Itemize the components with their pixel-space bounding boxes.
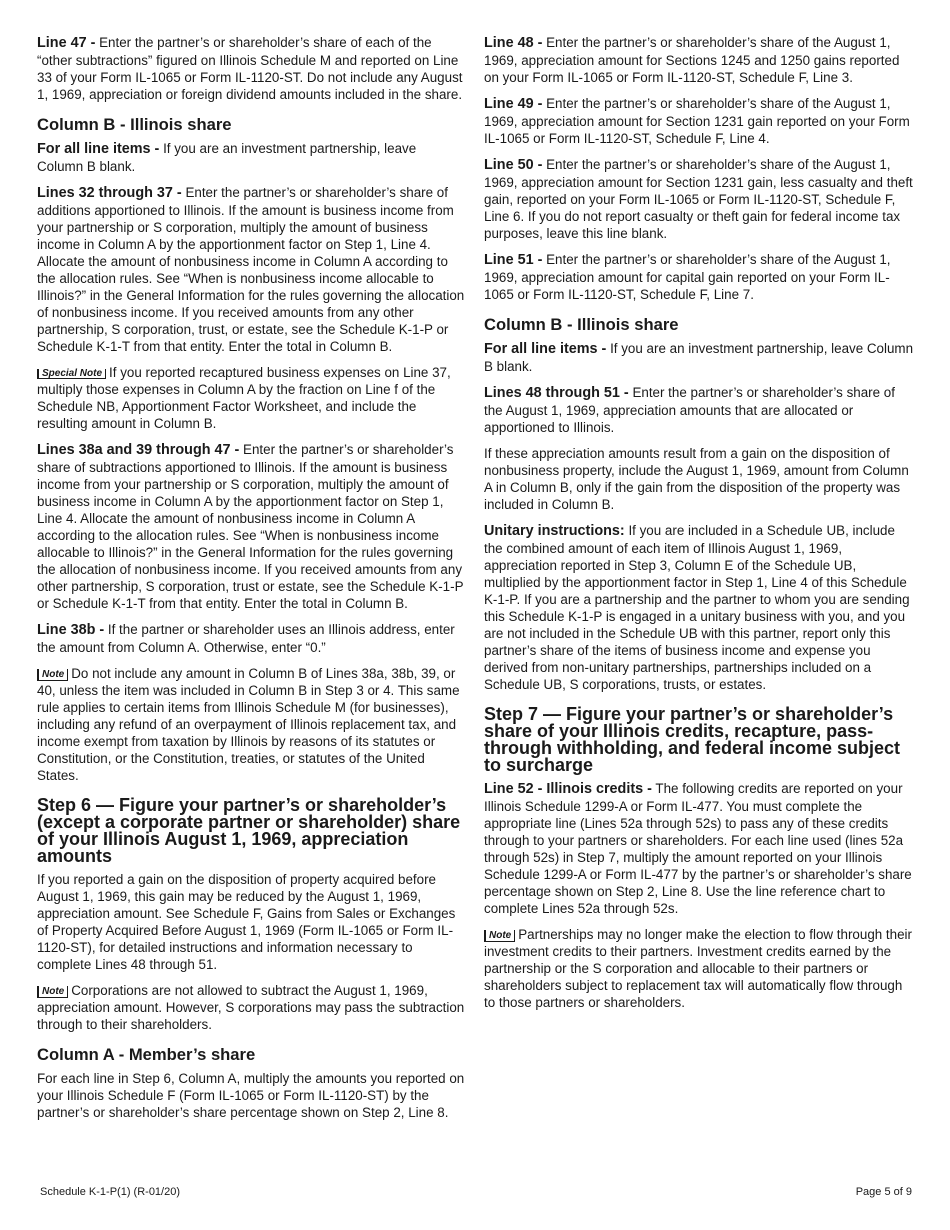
form-id-footer: Schedule K-1-P(1) (R-01/20) (40, 1186, 181, 1198)
line-48-text: Enter the partner’s or shareholder’s share of the August 1, 1969, appreciation amount for Sections 1245 and 1250 gains reported on your Form IL-1065 or Form IL-1120-ST, Schedule F, Line 3. (484, 35, 900, 85)
lines-48-51-text: Enter the partner’s or shareholder’s share of the August 1, 1969, appreciation amounts that are allocated or apportioned to Illinois. (484, 385, 895, 435)
step-6-heading: Step 6 — Figure your partner’s or shareholder’s (except a corporate partner or shareholder) share of your Illinois August 1, 1969, appreciation amounts (37, 795, 461, 866)
all-line-items-title: For all line items - (37, 141, 160, 157)
note-1-text: Do not include any amount in Column B of Lines 38a, 38b, 39, or 40, unless the item was included in Column B in Step 3 or 4. This same rule applies to certain items from Illinois Schedule M (for businesses), including any refund of an overpayment of Illinois replacement tax, and income exempt from taxation by Illinois by reasons of its statutes or Constitution, or the Constitution, treaties, or statutes of the United States. (37, 666, 460, 783)
line-50-title: Line 50 - (484, 157, 543, 173)
special-note-paragraph (37, 364, 465, 432)
lines-48-51-paragraph (484, 384, 914, 436)
all-line-items-text: If you are an investment partnership, leave Column B blank. (37, 141, 417, 174)
right-column (484, 34, 914, 1020)
unitary-paragraph (484, 522, 914, 693)
line-47-text: Enter the partner’s or shareholder’s share of each of the “other subtractions” figured on Illinois Schedule M and reported on Line 33 of your Form IL-1065 or Form IL-1120-ST. Do not include any August 1, 1969, appreciation or foreign dividend amounts included in the share. (37, 35, 463, 102)
unitary-text: If you are included in a Schedule UB, include the combined amount of each item of Illinois August 1, 1969, appreciation reported in Step 3, Column E of the Schedule UB, multiplied by the apportionment factor in Step 1, Line 4 of this Schedule K-1-P. If you are a partnership and the partner to whom you are sending this Schedule K-1-P is engaged in a unitary business with you, and you are not included in the Schedule UB with this partner, report only this partner’s share of the items of business income and expense you derived from non-unitary partnerships, partnerships included on a Schedule UB, S corporations, trusts, or estates. (484, 523, 910, 692)
unitary-title: Unitary instructions: (484, 523, 625, 539)
line-52-title: Line 52 - Illinois credits - (484, 781, 652, 797)
line-38b-title: Line 38b - (37, 622, 105, 638)
line-51-title: Line 51 - (484, 252, 543, 268)
line-52-paragraph (484, 780, 914, 917)
lines-32-37-title: Lines 32 through 37 - (37, 185, 182, 201)
lines-38a-47-text: Enter the partner’s or shareholder’s share of subtractions apportioned to Illinois. If the amount is business income from your partnership or S corporation, multiply the amount of business income in Column A by the apportionment factor on Step 1, Line 4. Allocate the amount of nonbusiness income in Column A according to the allocation rules. See “When is nonbusiness income allocable to Illinois?” in the General Information for the rules governing the allocation of nonbusiness income. If you received amounts from any other partnership, S corporation, trust or estate, see the Schedule K-1-P or Schedule K-1-T from that entity. Enter the total in Column B. (37, 442, 464, 611)
appreciation-paragraph: If these appreciation amounts result from a gain on the disposition of nonbusiness property, include the August 1, 1969, amount from Column A in Column B, only if the gain from the disposition of the property was included in Column B. (484, 446, 909, 512)
step-6-paragraph: If you reported a gain on the disposition of property acquired before August 1, 1969, this gain may be reduced by the August 1, 1969, appreciation amount. See Schedule F, Gains from Sales or Exchanges of Property Acquired Before August 1, 1969 (Form IL-1065 or Form IL-1120-ST), for detailed instructions and information necessary to complete Lines 48 through 51. (37, 872, 456, 972)
special-note-icon: Special Note (37, 369, 106, 379)
note-icon: Note (37, 986, 68, 998)
line-50-text: Enter the partner’s or shareholder’s share of the August 1, 1969, appreciation amount for Section 1231 gain, less casualty and theft gain, reported on your Form IL-1065 or Form IL-1120-ST, Schedule F, Line 6. If you do not report casualty or theft gain for federal income tax purposes, leave this line blank. (484, 157, 913, 241)
all-line-items-text: If you are an investment partnership, leave Column B blank. (484, 341, 914, 374)
line-49-title: Line 49 - (484, 96, 543, 112)
lines-32-37-text: Enter the partner’s or shareholder’s share of additions apportioned to Illinois. If the amount is business income from your partnership or S corporation, multiply the amount of business income in Column A by the apportionment factor on Step 1, Line 4. Allocate the amount of nonbusiness income in Column A according to the allocation rules. See “When is nonbusiness income allocable to Illinois?” in the General Information for the rules governing the allocation of nonbusiness income. If you received amounts from any other partnership, S corporation, trust, or estate, see the Schedule K-1-P or Schedule K-1-T from that entity. Enter the total in Column B. (37, 185, 465, 354)
lines-32-37-paragraph (37, 184, 465, 355)
note-3-paragraph (484, 926, 914, 1011)
note-2-paragraph (37, 982, 465, 1033)
all-line-items-title: For all line items - (484, 341, 607, 357)
line-50-paragraph (484, 156, 914, 242)
note-3-text: Partnerships may no longer make the election to flow through their investment credits to their partners. Investment credits earned by the partnership or the S corporation and allocable to their partners or shareholders subject to replacement tax will automatically flow through to those partners or shareholders. (484, 927, 912, 1010)
line-47-title: Line 47 - (37, 35, 96, 51)
special-note-text: If you reported recaptured business expenses on Line 37, multiply those expenses in Column A by the fraction on Line f of the Schedule NB, Apportionment Factor Worksheet, and include the resulting amount in Column B. (37, 365, 451, 431)
left-column (37, 34, 465, 1130)
line-38b-paragraph (37, 621, 465, 656)
line-38b-text: If the partner or shareholder uses an Illinois address, enter the amount from Column A. Otherwise, enter “0.” (37, 622, 455, 655)
line-51-text: Enter the partner’s or shareholder’s share of the August 1, 1969, appreciation amount for capital gain reported on your Form IL-1065 or Form IL-1120-ST, Schedule F, Line 7. (484, 252, 891, 302)
line-47-paragraph (37, 34, 465, 103)
line-49-text: Enter the partner’s or shareholder’s share of the August 1, 1969, appreciation amount for Section 1231 gain reported on your Form IL-1065 or Form IL-1120-ST, Schedule F, Line 4. (484, 96, 910, 146)
column-b-heading: Column B - Illinois share (484, 315, 679, 334)
note-1-paragraph (37, 665, 465, 784)
lines-38a-47-paragraph (37, 441, 465, 612)
step-7-heading: Step 7 — Figure your partner’s or shareholder’s share of your Illinois credits, recapture, pass-through withholding, and federal income subject to surcharge (484, 704, 901, 775)
note-icon: Note (484, 930, 515, 942)
column-a-paragraph: For each line in Step 6, Column A, multiply the amounts you reported on your Illinois Schedule F (Form IL-1065 or Form IL-1120-ST) by the partner’s or shareholder’s share percentage shown on Step 2, Line 8. (37, 1071, 465, 1120)
line-48-title: Line 48 - (484, 35, 543, 51)
lines-48-51-title: Lines 48 through 51 - (484, 385, 629, 401)
line-49-paragraph (484, 95, 914, 147)
note-2-text: Corporations are not allowed to subtract the August 1, 1969, appreciation amount. However, S corporations may pass the subtraction through to their shareholders. (37, 983, 465, 1032)
page-number: Page 5 of 9 (855, 1186, 912, 1198)
all-line-items-paragraph (484, 340, 914, 375)
column-a-heading: Column A - Member’s share (37, 1045, 256, 1064)
column-b-heading: Column B - Illinois share (37, 115, 232, 134)
line-52-text: The following credits are reported on your Illinois Schedule 1299-A or Form IL-477. You must complete the appropriate line (Lines 52a through 52s) to pass any of these credits through to your partners or shareholders. For each line used (lines 52a through 52s) in Step 7, multiply the amount reported on your Illinois Schedule 1299-A or Form IL-477 by the partner’s or shareholder’s share percentage shown on Step 2, Line 8. Use the line reference chart to complete Lines 52a through 52s. (484, 781, 912, 916)
line-48-paragraph (484, 34, 914, 86)
all-line-items-paragraph (37, 140, 465, 175)
lines-38a-47-title: Lines 38a and 39 through 47 - (37, 442, 240, 458)
note-icon: Note (37, 669, 68, 681)
line-51-paragraph (484, 251, 914, 303)
